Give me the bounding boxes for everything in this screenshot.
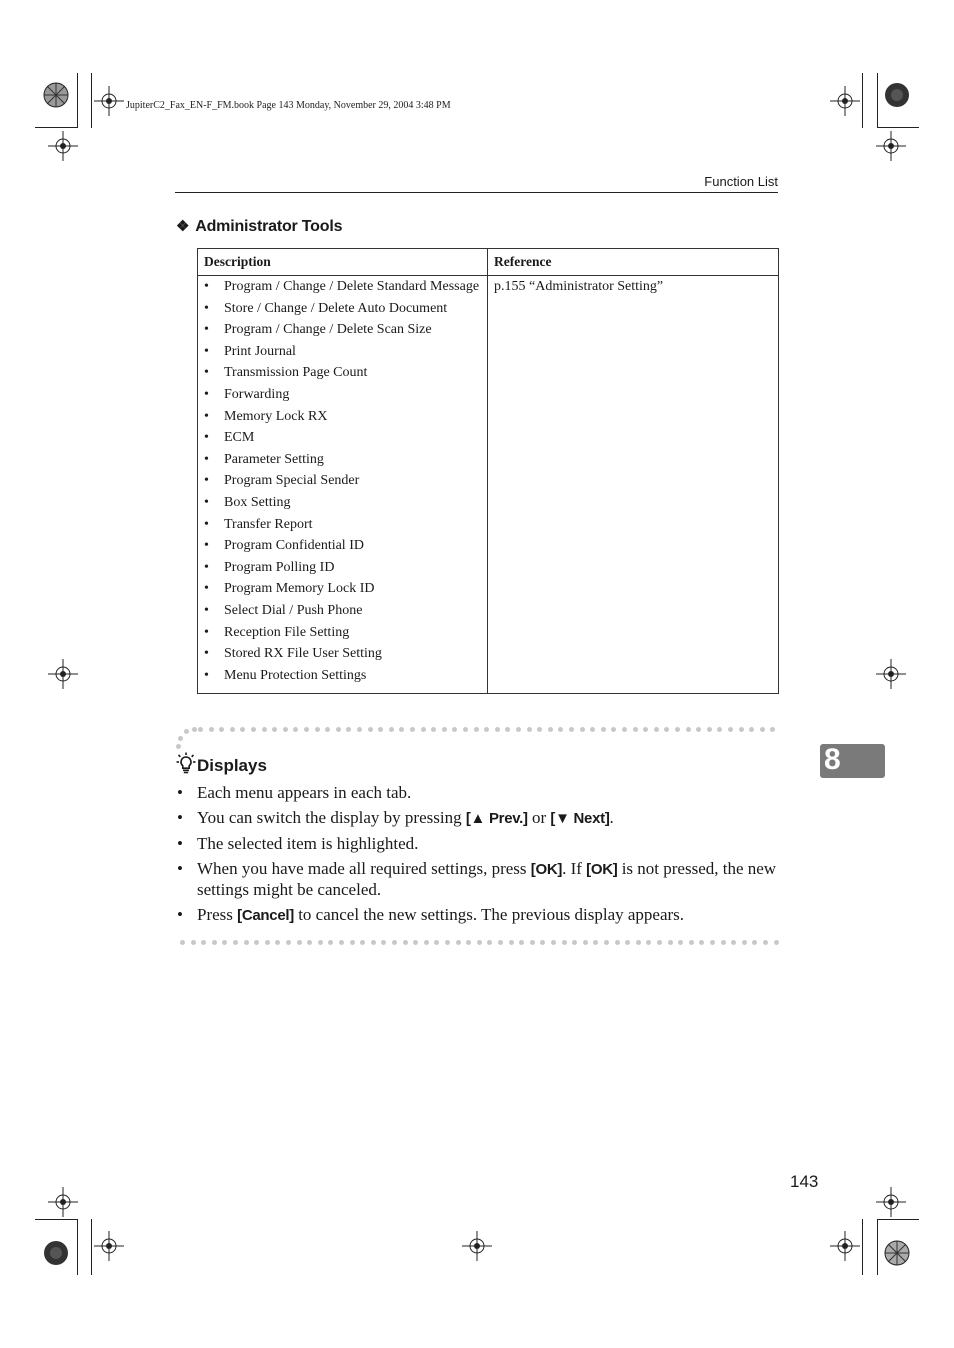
dot	[548, 727, 553, 732]
description-cell	[198, 276, 488, 694]
dot	[498, 940, 503, 945]
dot	[636, 940, 641, 945]
dot	[346, 727, 351, 732]
reference-cell	[488, 276, 779, 694]
list-item: • Program Memory Lock ID	[198, 580, 487, 597]
dot	[657, 940, 662, 945]
dot	[212, 940, 217, 945]
table-row	[198, 276, 779, 694]
list-item: • Store / Change / Delete Auto Document	[198, 300, 487, 317]
list-item: • Menu Protection Settings	[198, 667, 487, 684]
dot	[251, 727, 256, 732]
note-text: .	[609, 808, 614, 827]
cancel-key-label: [Cancel]	[237, 907, 294, 924]
list-item: • Reception File Setting	[198, 624, 487, 641]
running-head: Function List	[704, 174, 778, 189]
dot	[707, 727, 712, 732]
dot	[615, 940, 620, 945]
dot	[551, 940, 556, 945]
note-text: or	[527, 808, 551, 827]
column-header-reference: Reference	[488, 249, 779, 276]
dot	[611, 727, 616, 732]
dot	[646, 940, 651, 945]
dot	[399, 727, 404, 732]
dotted-rule-bottom	[180, 940, 780, 946]
dot	[558, 727, 563, 732]
dot	[293, 727, 298, 732]
dot	[696, 727, 701, 732]
note-heading	[176, 752, 267, 776]
dot	[244, 940, 249, 945]
list-item: • Program Special Sender	[198, 472, 487, 489]
dot	[760, 727, 765, 732]
dot	[774, 940, 779, 945]
dot	[283, 727, 288, 732]
dot	[593, 940, 598, 945]
list-item	[176, 834, 782, 854]
dot	[710, 940, 715, 945]
dot	[516, 727, 521, 732]
list-item: • Transmission Page Count	[198, 364, 487, 381]
dot	[537, 727, 542, 732]
registration-mark-icon	[876, 1187, 906, 1217]
reference-text: p.155 “Administrator Setting”	[494, 279, 664, 294]
dot	[339, 940, 344, 945]
solid-target-icon	[884, 82, 910, 108]
dot	[752, 940, 757, 945]
dot	[562, 940, 567, 945]
dot	[315, 727, 320, 732]
dot	[540, 940, 545, 945]
list-item: • ECM	[198, 429, 487, 446]
note-text: Press	[197, 905, 238, 924]
note-text: Each menu appears in each tab.	[197, 783, 412, 802]
dot	[749, 727, 754, 732]
dot	[763, 940, 768, 945]
note-title: Displays	[197, 756, 267, 775]
note-list	[176, 783, 782, 931]
list-item: • Box Setting	[198, 494, 487, 511]
registration-mark-icon	[48, 131, 78, 161]
dot	[403, 940, 408, 945]
list-item	[176, 808, 782, 829]
note-text: You can switch the display by pressing	[197, 808, 466, 827]
diamond-bullet-icon: ❖	[176, 218, 190, 235]
dot	[452, 727, 457, 732]
dot	[505, 727, 510, 732]
administrator-tools-table	[197, 248, 779, 694]
section-title	[176, 217, 342, 236]
note-text: The selected item is highlighted.	[197, 834, 419, 853]
dot	[265, 940, 270, 945]
registration-mark-icon	[876, 659, 906, 689]
list-item: • Transfer Report	[198, 516, 487, 533]
header-rule	[175, 192, 778, 193]
prev-key-label: [▲ Prev.]	[465, 810, 528, 827]
dot	[466, 940, 471, 945]
starburst-target-icon	[884, 1240, 910, 1266]
dot	[262, 727, 267, 732]
chapter-tab	[820, 744, 885, 778]
list-item	[176, 859, 782, 900]
dot	[728, 727, 733, 732]
dot	[233, 940, 238, 945]
dot	[328, 940, 333, 945]
dot	[371, 940, 376, 945]
list-item: • Select Dial / Push Phone	[198, 602, 487, 619]
dot	[304, 727, 309, 732]
dot	[297, 940, 302, 945]
dot	[527, 727, 532, 732]
dot	[434, 940, 439, 945]
dot	[686, 727, 691, 732]
registration-mark-icon	[876, 131, 906, 161]
dot	[484, 727, 489, 732]
dot	[477, 940, 482, 945]
dot	[487, 940, 492, 945]
dot	[192, 727, 197, 732]
ok-key-label: [OK]	[586, 861, 618, 878]
registration-mark-icon	[830, 1231, 860, 1261]
dot	[654, 727, 659, 732]
dot	[463, 727, 468, 732]
dot	[392, 940, 397, 945]
dot	[360, 940, 365, 945]
chapter-number: 8	[824, 743, 841, 776]
dot	[178, 736, 183, 741]
dot	[198, 727, 203, 732]
dot	[219, 727, 224, 732]
dot	[381, 940, 386, 945]
dot	[431, 727, 436, 732]
dot	[222, 940, 227, 945]
note-text: to cancel the new settings. The previous display appears.	[293, 905, 685, 924]
registration-mark-icon	[830, 86, 860, 116]
list-item: • Print Journal	[198, 343, 487, 360]
list-item: • Forwarding	[198, 386, 487, 403]
dot	[184, 729, 189, 734]
dot	[445, 940, 450, 945]
dot	[410, 727, 415, 732]
dot	[721, 940, 726, 945]
dot	[180, 940, 185, 945]
list-item: • Parameter Setting	[198, 451, 487, 468]
list-item: • Program Polling ID	[198, 559, 487, 576]
dot	[272, 727, 277, 732]
dot	[717, 727, 722, 732]
lightbulb-icon	[176, 752, 196, 774]
list-item: • Program / Change / Delete Scan Size	[198, 321, 487, 338]
dot	[572, 940, 577, 945]
dot	[209, 727, 214, 732]
column-header-description: Description	[198, 249, 488, 276]
list-item: • Program / Change / Delete Standard Message	[198, 278, 487, 295]
dot	[590, 727, 595, 732]
dotted-rule-corner	[176, 727, 196, 753]
list-item: • Program Confidential ID	[198, 537, 487, 554]
dot	[622, 727, 627, 732]
dot	[474, 727, 479, 732]
list-item: • Memory Lock RX	[198, 408, 487, 425]
dot	[678, 940, 683, 945]
dot	[368, 727, 373, 732]
dot	[530, 940, 535, 945]
registration-mark-icon	[48, 1187, 78, 1217]
book-file-header: JupiterC2_Fax_EN-F_FM.book Page 143 Monday, November 29, 2004 3:48 PM	[126, 100, 451, 111]
dot	[604, 940, 609, 945]
dot	[633, 727, 638, 732]
list-item: • Stored RX File User Setting	[198, 645, 487, 662]
dot	[519, 940, 524, 945]
dot	[176, 744, 181, 749]
dot	[201, 940, 206, 945]
dot	[424, 940, 429, 945]
dot	[389, 727, 394, 732]
note-text: When you have made all required settings, press	[197, 859, 531, 878]
registration-mark-icon	[94, 86, 124, 116]
dot	[286, 940, 291, 945]
dot	[509, 940, 514, 945]
dot	[569, 727, 574, 732]
dot	[378, 727, 383, 732]
dot	[770, 727, 775, 732]
dot	[442, 727, 447, 732]
dot	[699, 940, 704, 945]
dot	[191, 940, 196, 945]
dot	[601, 727, 606, 732]
dot	[689, 940, 694, 945]
table-header-row	[198, 249, 779, 276]
dot	[664, 727, 669, 732]
registration-mark-icon	[462, 1231, 492, 1261]
setting-list	[198, 276, 487, 693]
registration-mark-icon	[94, 1231, 124, 1261]
dot	[675, 727, 680, 732]
dot	[275, 940, 280, 945]
dot	[668, 940, 673, 945]
dot	[230, 727, 235, 732]
next-key-label: [▼ Next]	[550, 810, 610, 827]
dot	[731, 940, 736, 945]
solid-target-icon	[43, 1240, 69, 1266]
dot	[350, 940, 355, 945]
dot	[307, 940, 312, 945]
list-item	[176, 905, 782, 926]
starburst-target-icon	[43, 82, 69, 108]
dot	[318, 940, 323, 945]
note-text: . If	[562, 859, 587, 878]
dot	[580, 727, 585, 732]
dot	[421, 727, 426, 732]
dot	[739, 727, 744, 732]
note-text: is not pressed, the new settings might be canceled.	[197, 859, 777, 899]
dot	[413, 940, 418, 945]
dot	[742, 940, 747, 945]
list-item	[176, 783, 782, 803]
section-title-text: Administrator Tools	[195, 218, 343, 235]
page-number: 143	[790, 1172, 819, 1191]
dot	[325, 727, 330, 732]
dot	[643, 727, 648, 732]
dot	[240, 727, 245, 732]
dot	[336, 727, 341, 732]
registration-mark-icon	[48, 659, 78, 689]
dot	[583, 940, 588, 945]
dot	[357, 727, 362, 732]
dot	[456, 940, 461, 945]
dot	[495, 727, 500, 732]
dot	[254, 940, 259, 945]
dotted-rule-top	[198, 727, 780, 733]
dot	[625, 940, 630, 945]
ok-key-label: [OK]	[530, 861, 563, 878]
